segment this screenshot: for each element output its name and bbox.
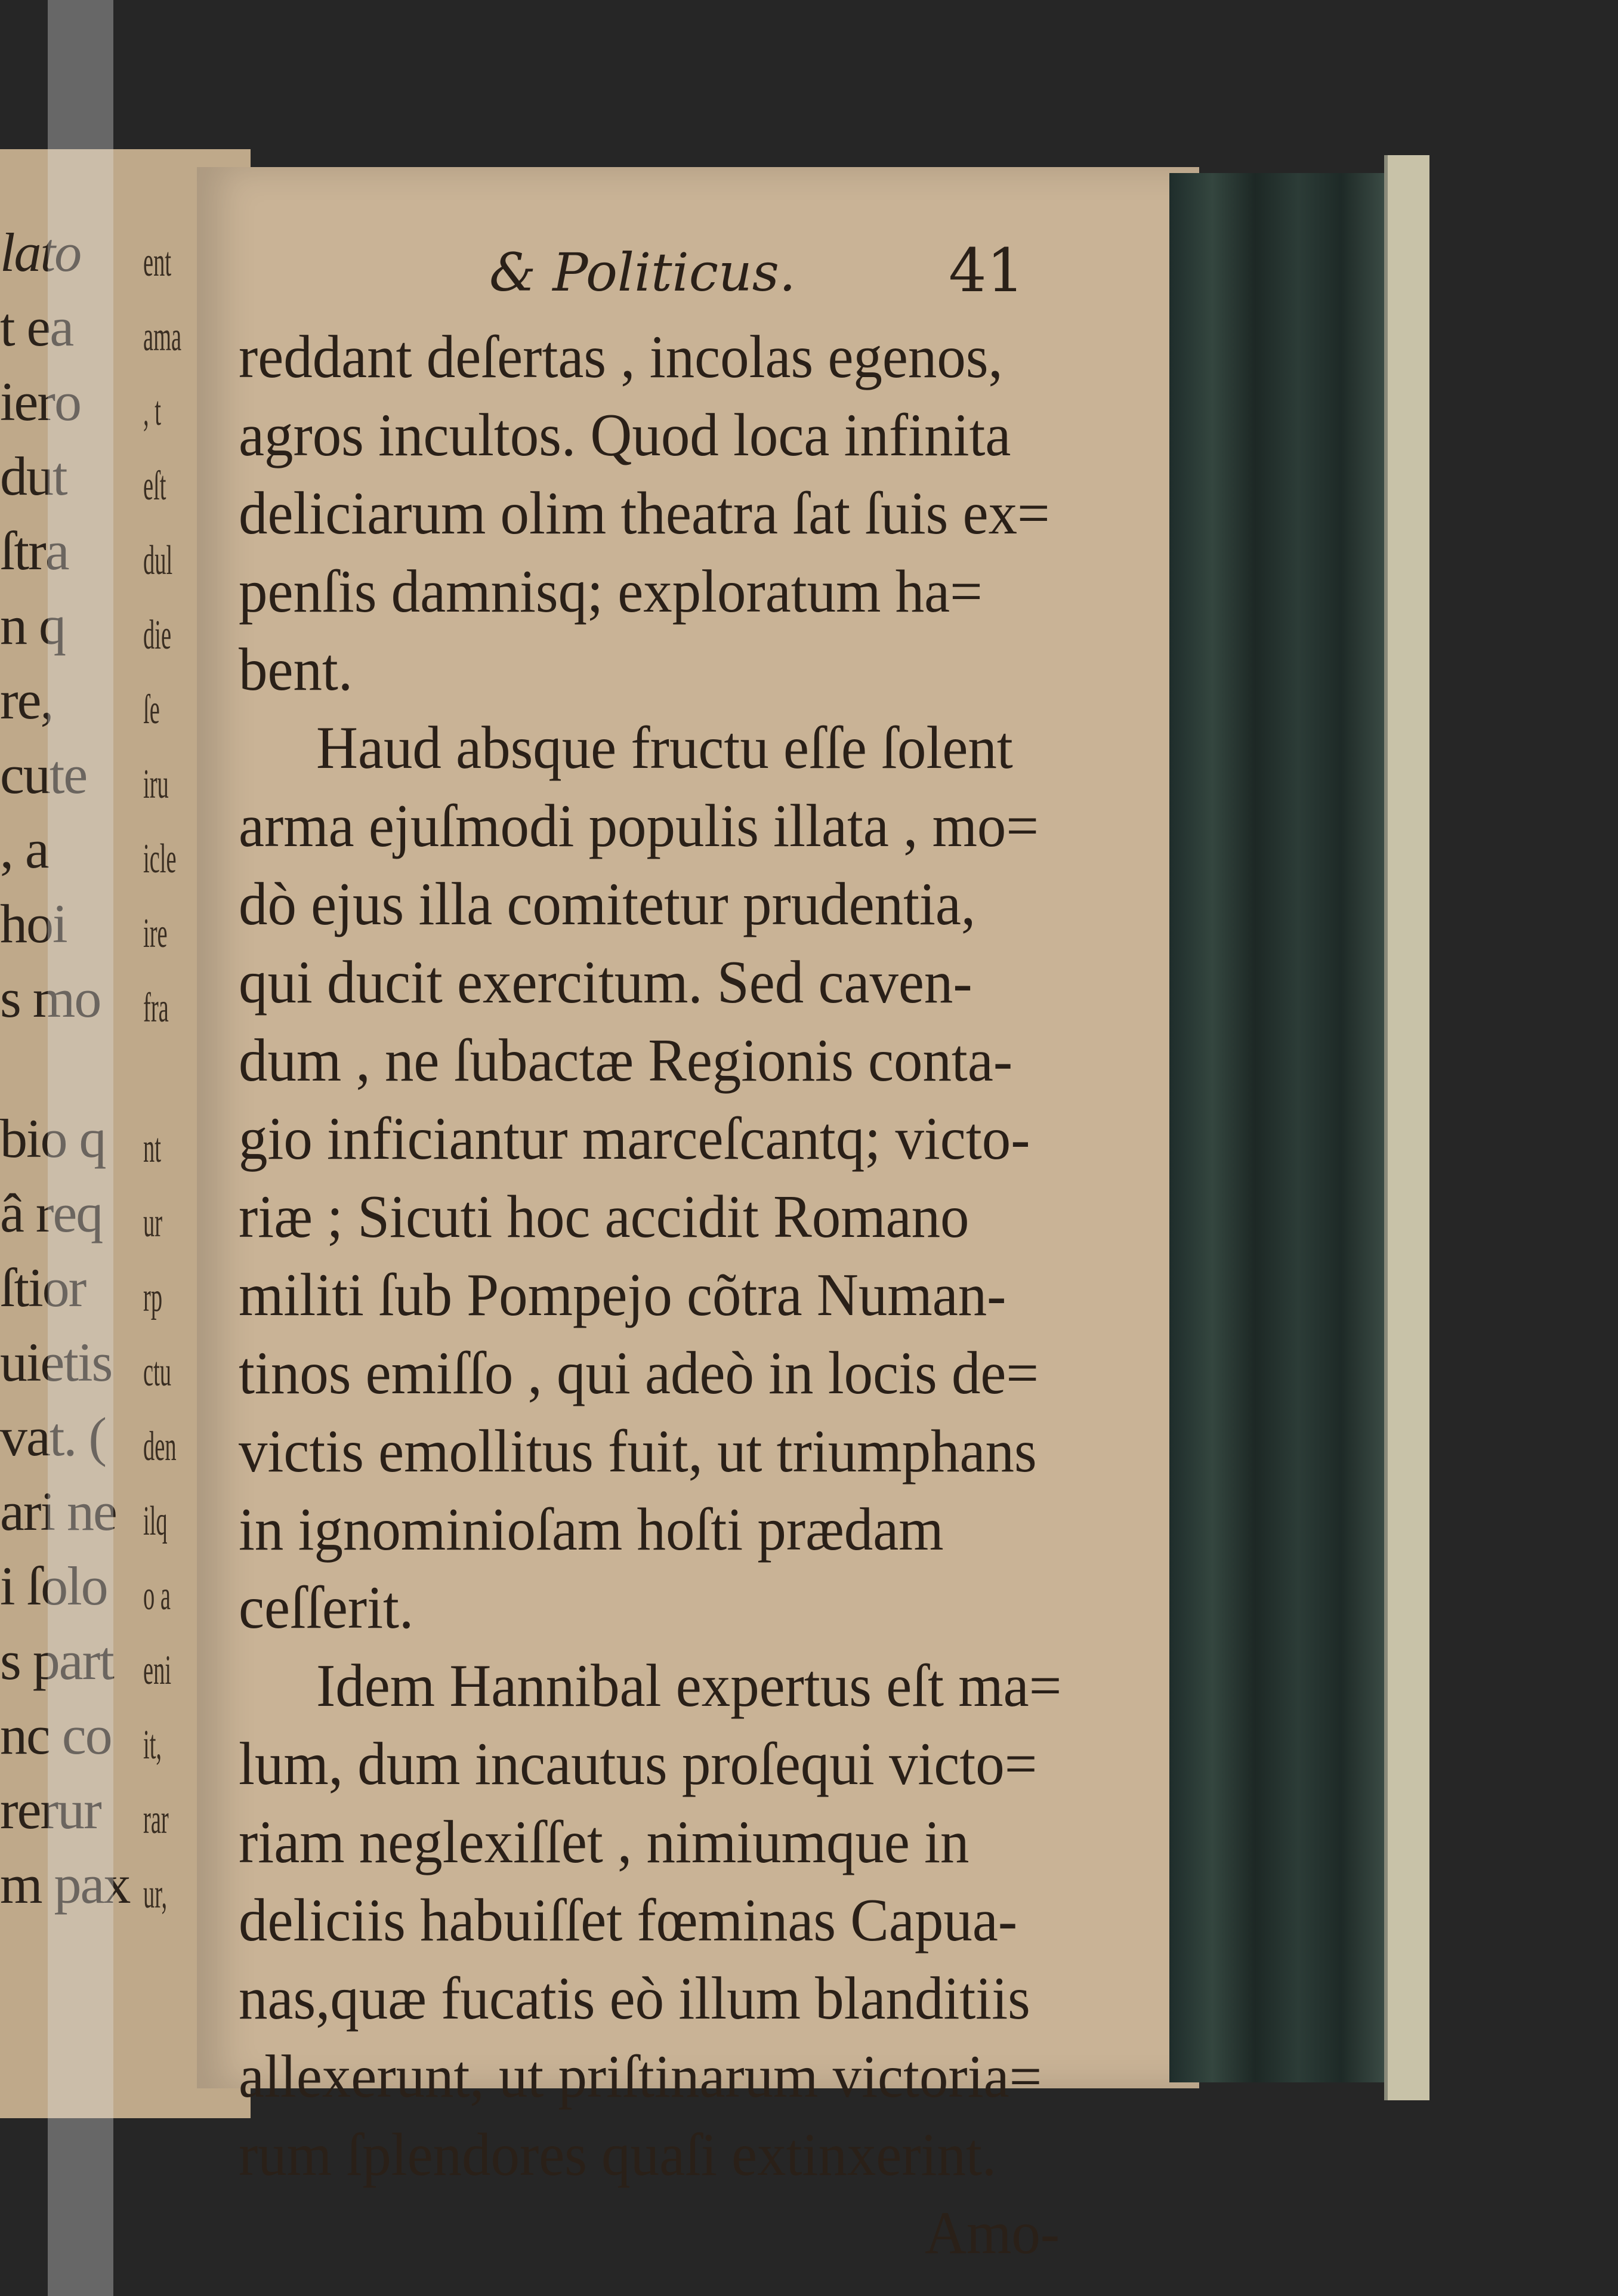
text-line: Haud absque fructu eſſe ſolent: [316, 714, 1013, 782]
left-page-fragment: lato: [0, 222, 81, 283]
left-page-fragment: rp: [143, 1274, 163, 1320]
left-page-fragment: icle: [143, 836, 177, 882]
left-page-fragment: ur: [143, 1200, 163, 1246]
left-page-fragment: it,: [143, 1722, 162, 1768]
left-page-fragment: ent: [143, 239, 172, 285]
left-page-fragment: ur,: [143, 1871, 168, 1917]
left-page-fragment: nt: [143, 1125, 161, 1171]
left-page-fragment: ari ne: [0, 1481, 116, 1542]
left-page-fragment: iero: [0, 371, 81, 432]
left-page-fragment: s part: [0, 1630, 113, 1691]
left-page-fragment: ſtra: [0, 520, 69, 581]
left-page-fragment: rerur: [0, 1779, 101, 1840]
text-line: deliciis habuiſſet fœminas Capua-: [239, 1887, 1018, 1954]
left-page-fragment: den: [143, 1424, 177, 1470]
text-line: bent.: [239, 636, 353, 703]
left-page-fragment: â req: [0, 1183, 103, 1243]
text-line: dò ejus illa comitetur prudentia,: [239, 871, 976, 938]
page-header: [489, 230, 1086, 307]
gutter-glare: [48, 0, 113, 2296]
left-page-fragment: ama: [143, 314, 182, 360]
left-page-fragment: iru: [143, 761, 169, 807]
left-page-fragment: , a: [0, 819, 48, 879]
text-line: ceſſerit.: [239, 1574, 414, 1641]
text-line: nas,quæ fucatis eò illum blanditiis: [239, 1965, 1030, 2032]
book-cover-edge: [1384, 155, 1429, 2100]
text-line: qui ducit exercitum. Sed caven-: [239, 949, 972, 1016]
left-page-fragment: die: [143, 612, 172, 658]
left-page-fragment: t ea: [0, 297, 73, 357]
left-page-fragment: cute: [0, 744, 87, 805]
left-page-fragment: eni: [143, 1647, 172, 1693]
text-line: militi ſub Pompejo cõtra Numan-: [239, 1261, 1006, 1329]
text-line: Idem Hannibal expertus eſt ma=: [316, 1652, 1062, 1720]
page-block-edge: [1169, 173, 1384, 2082]
text-line: in ignominioſam hoſti prædam: [239, 1496, 944, 1563]
text-line: allexerunt, ut priſtinarum victoria=: [239, 2043, 1042, 2110]
left-page-fragment: eſt: [143, 463, 166, 509]
left-page-fragment: n q: [0, 595, 65, 656]
left-page-fragment: i ſolo: [0, 1556, 107, 1616]
left-page-fragment: vat. (: [0, 1406, 106, 1467]
text-line: agros incultos. Quod loca infinita: [239, 402, 1011, 469]
text-line: lum, dum incautus proſequi victo=: [239, 1730, 1038, 1798]
text-line: riæ ; Sicuti hoc accidit Romano: [239, 1183, 969, 1251]
text-line: riam neglexiſſet , nimiumque in: [239, 1809, 969, 1876]
left-page-fragment: nc co: [0, 1705, 112, 1766]
left-page-fragment: o a: [143, 1573, 171, 1619]
left-page-fragment: ſe: [143, 687, 160, 733]
left-page-fragment: ſtior: [0, 1257, 86, 1318]
text-line: rum ſplendores quaſi extinxerint.: [239, 2121, 997, 2189]
left-page-fragment: fra: [143, 985, 169, 1031]
left-page-fragment: bio q: [0, 1108, 106, 1169]
text-line: tinos emiſſo , qui adeò in locis de=: [239, 1340, 1039, 1407]
text-line: arma ejuſmodi populis illata , mo=: [239, 792, 1039, 860]
text-line: reddant deſertas , incolas egenos,: [239, 323, 1003, 391]
left-page-fragment: s mo: [0, 968, 101, 1029]
left-page-fragment: ilq: [143, 1498, 168, 1544]
left-page-fragment: ire: [143, 911, 168, 956]
text-line: gio inficiantur marceſcantq; victo-: [239, 1105, 1030, 1172]
text-line: Amo-: [925, 2199, 1060, 2267]
text-line: dum , ne ſubactæ Regionis conta-: [239, 1027, 1013, 1094]
left-page-fragment: , t: [143, 388, 161, 434]
running-title: & Politicus.: [489, 242, 796, 303]
left-page-fragment: uietis: [0, 1332, 112, 1393]
page-number: 41: [949, 236, 1025, 305]
left-page-fragment: dul: [143, 538, 173, 584]
left-page-fragment: re,: [0, 669, 53, 730]
left-page-fragment: dut: [0, 446, 67, 507]
text-line: victis emollitus fuit, ut triumphans: [239, 1418, 1037, 1485]
text-line: penſis damnisq; exploratum ha=: [239, 558, 983, 625]
text-line: deliciarum olim theatra ſat ſuis ex=: [239, 480, 1050, 547]
left-page-fragment: ctu: [143, 1349, 172, 1395]
left-page-fragment: hoi: [0, 893, 67, 954]
left-page-fragment: rar: [143, 1797, 169, 1843]
left-page-fragment: m pax: [0, 1854, 130, 1915]
